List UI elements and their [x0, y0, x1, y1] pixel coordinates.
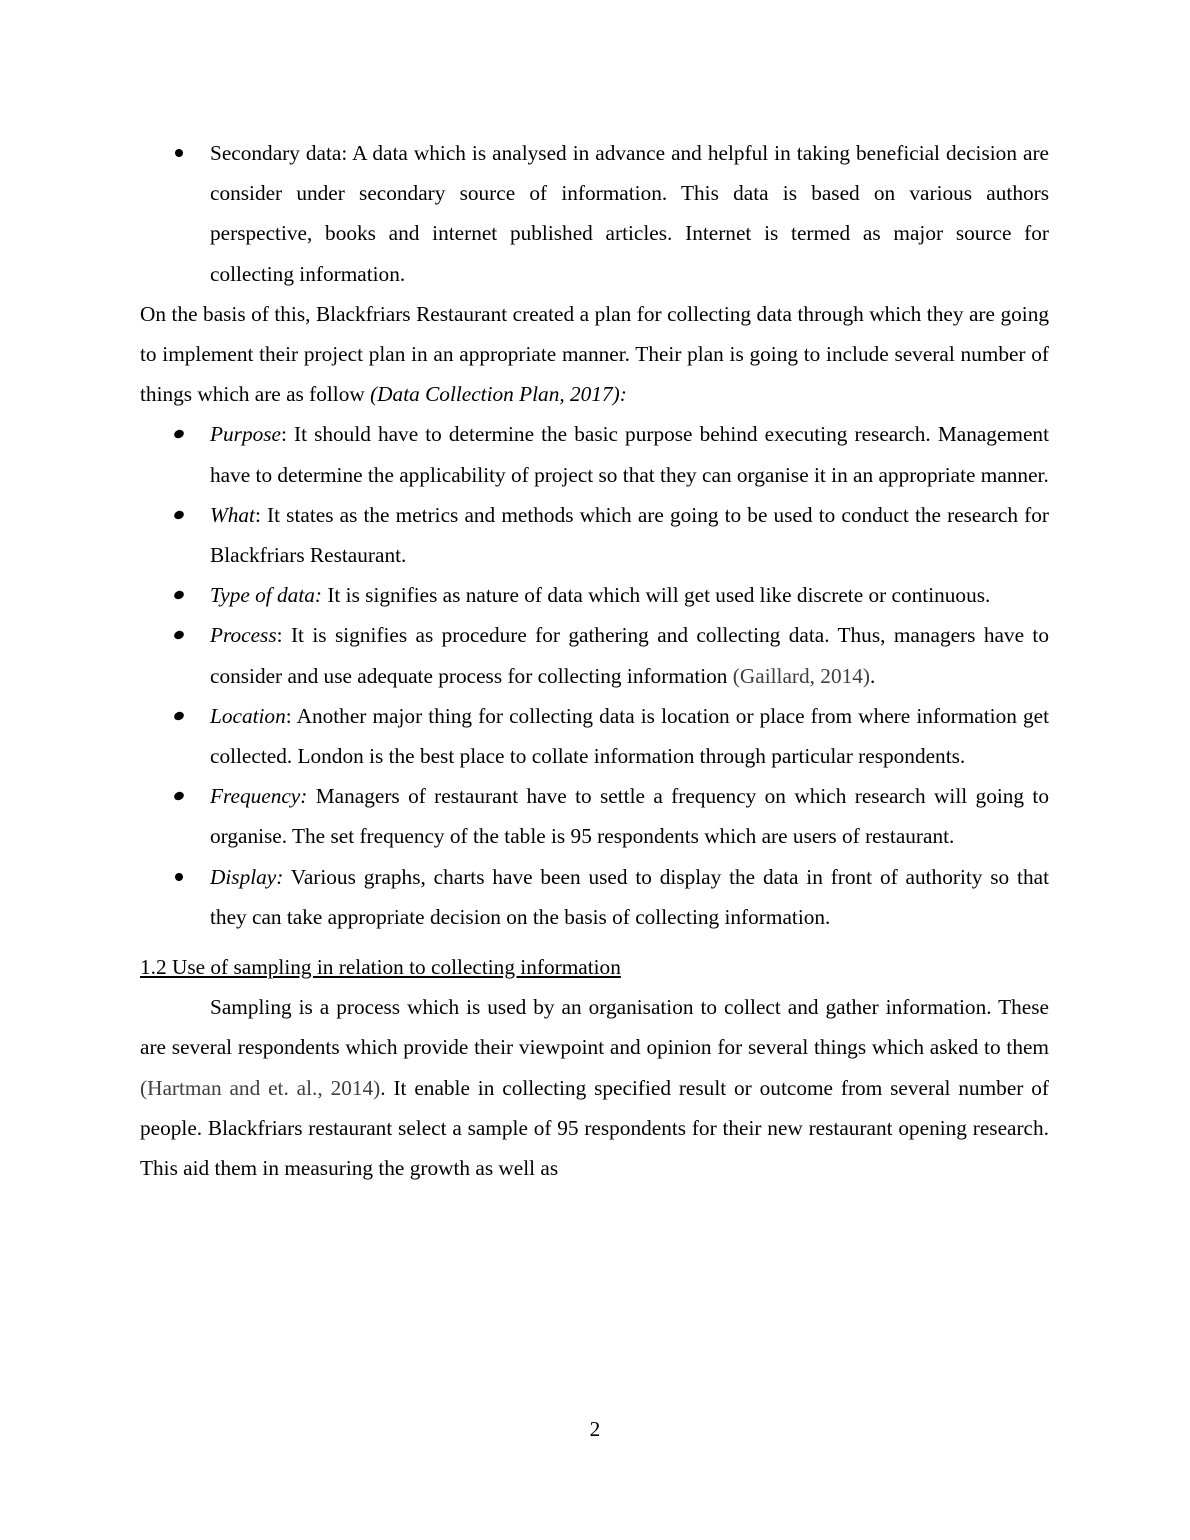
item-text: Managers of restaurant have to settle a frequency on which research will going to organise. The set frequency of the table is 95 respondents which are users of restaurant. [210, 784, 1049, 849]
item-separator: : [285, 703, 292, 728]
item-text: It is signifies as nature of data which will get used like discrete or continuous. [322, 583, 991, 608]
item-separator: : [254, 502, 261, 527]
item-term: Display: [210, 864, 284, 889]
item-term: Purpose [210, 422, 281, 447]
bullet-icon [175, 873, 183, 881]
item-text: It states as the metrics and methods which are going to be used to conduct the research for Blackfriars Restaurant. [210, 502, 1049, 568]
list-item [140, 495, 1049, 575]
item-term: Frequency: [210, 784, 308, 809]
plan-items-list [140, 414, 1049, 937]
bullet-icon [173, 710, 185, 721]
item-term: Type of data: [210, 583, 322, 608]
item-tail: . [869, 663, 876, 688]
plan-citation: (Data Collection Plan, 2017): [370, 382, 627, 407]
bullet-icon [175, 149, 183, 157]
section-heading: 1.2 Use of sampling in relation to collecting information [140, 955, 621, 980]
sampling-paragraph [140, 987, 1049, 1188]
bullet-icon [173, 429, 185, 440]
secondary-data-text: Secondary data: A data which is analysed in advance and helpful in taking beneficial decision are consider under secondary source of information. This data is based on various authors perspective, books and internet published articles. Internet is termed as major source for collecting information. [210, 141, 1049, 286]
page-number: 2 [589, 1417, 601, 1441]
plan-paragraph-text: On the basis of this, Blackfriars Restaurant created a plan for collecting data through which they are going to implement their project plan in an appropriate manner. Their plan is going to include several number of things which are as follow [140, 301, 1049, 407]
sampling-citation: (Hartman and et. al., 2014) [140, 1075, 381, 1100]
item-text: Another major thing for collecting data is location or place from where information get collected. London is the best place to collate information through particular respondents. [210, 703, 1049, 769]
bullet-icon [173, 589, 185, 600]
list-item [140, 575, 1049, 615]
secondary-data-list [140, 133, 1049, 294]
item-separator: : [276, 623, 283, 648]
item-text: It is signifies as procedure for gathering and collecting data. Thus, managers have to consider and use adequate process for collecting information [210, 623, 1049, 688]
item-text: It should have to determine the basic purpose behind executing research. Management have to determine the applicability of project so that they can organise it in an appropriate manner. [210, 422, 1049, 487]
list-item [140, 776, 1049, 856]
item-term: Process [210, 623, 277, 648]
bullet-icon [173, 791, 185, 802]
item-citation: (Gaillard, 2014) [732, 663, 870, 688]
page-content [140, 133, 1049, 1188]
item-term: Location [210, 703, 286, 728]
item-term: What [210, 502, 255, 527]
sampling-text-before: Sampling is a process which is used by an organisation to collect and gather information. These are several respondents which provide their viewpoint and opinion for several things which asked to them [140, 995, 1049, 1060]
bullet-icon [173, 630, 185, 641]
list-item [140, 857, 1049, 937]
item-text: Various graphs, charts have been used to display the data in front of authority so that they can take appropriate decision on the basis of collecting information. [210, 864, 1049, 929]
sampling-text-after: . It enable in collecting specified result or outcome from several number of people. Blackfriars restaurant select a sample of 95 respondents for their new restaurant opening research. This aid them in measuring the growth as well as [140, 1075, 1049, 1181]
item-separator: : [280, 422, 287, 447]
list-item-secondary-data [140, 133, 1049, 294]
list-item [140, 615, 1049, 695]
plan-paragraph [140, 294, 1049, 415]
list-item [140, 414, 1049, 494]
bullet-icon [173, 509, 185, 520]
list-item [140, 696, 1049, 776]
